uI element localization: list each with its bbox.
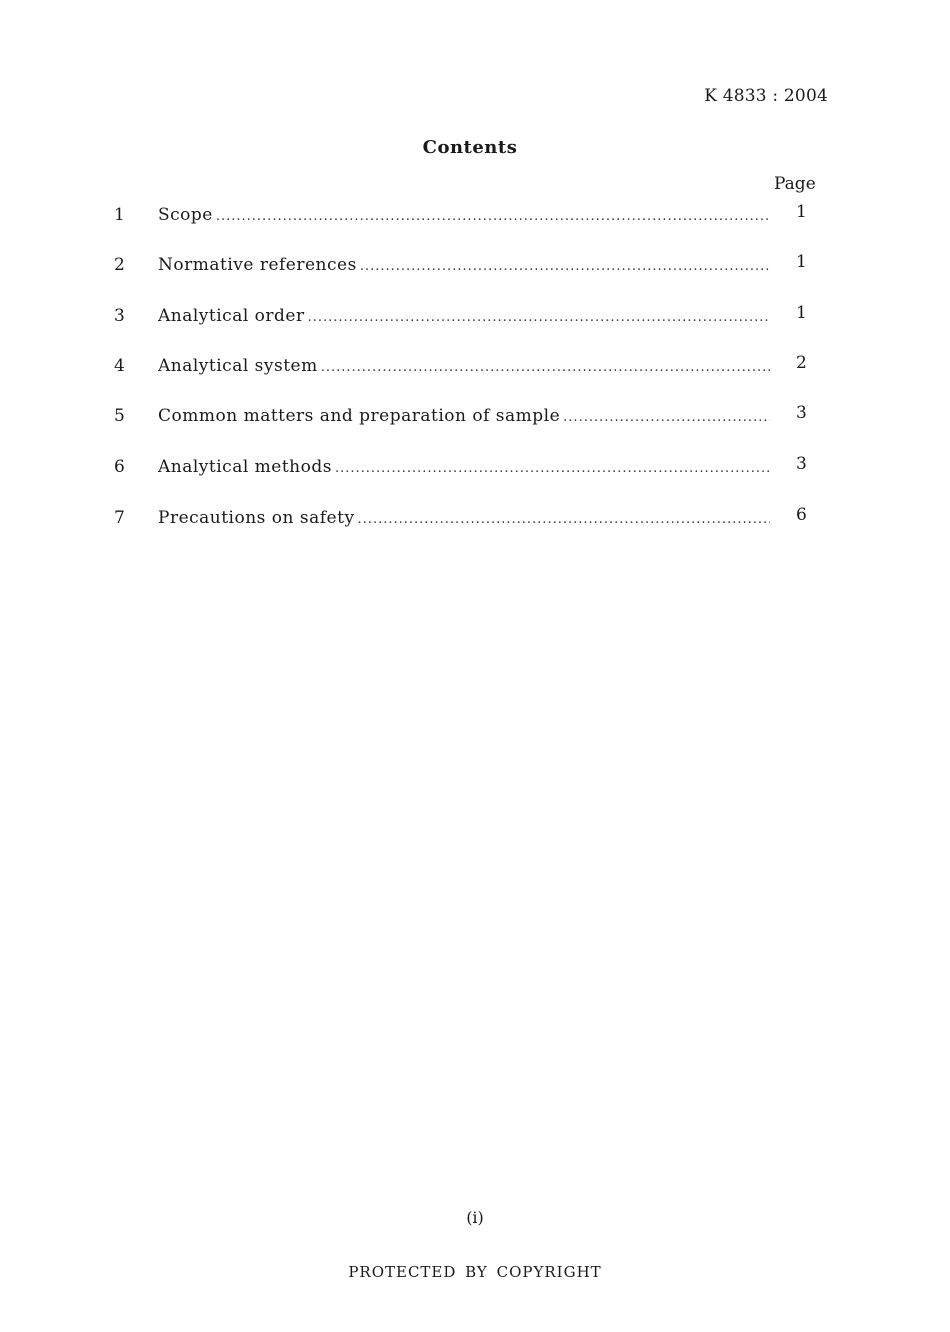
toc-entry-number: 4 [114, 356, 125, 376]
toc-entry-precautions-on-safety[interactable] [0, 505, 950, 532]
copyright-notice: PROTECTED BY COPYRIGHT [348, 1263, 602, 1281]
toc-entry-page: 1 [796, 303, 807, 323]
toc-entry-page: 1 [796, 252, 807, 272]
toc-entry-normative-references[interactable] [0, 252, 950, 279]
toc-entry-page: 3 [796, 454, 807, 474]
toc-entry-page: 1 [796, 202, 807, 222]
toc-entry-number: 1 [114, 205, 125, 225]
toc-dot-leader [321, 360, 770, 375]
toc-dot-leader [216, 209, 770, 224]
toc-dot-leader [308, 310, 770, 325]
toc-entry-label: Common matters and preparation of sample [158, 406, 561, 426]
toc-entry-scope[interactable] [0, 202, 950, 229]
contents-title: Contents [422, 137, 518, 158]
toc-entry-page: 2 [796, 353, 807, 373]
toc-entry-number: 7 [114, 508, 125, 528]
document-code: K 4833 : 2004 [704, 86, 828, 106]
toc-dot-leader [563, 410, 770, 425]
toc-dot-leader [335, 461, 770, 476]
toc-entry-number: 3 [114, 306, 125, 326]
toc-entry-analytical-system[interactable] [0, 353, 950, 380]
toc-entry-analytical-order[interactable] [0, 303, 950, 330]
toc-entry-label: Normative references [158, 255, 357, 275]
toc-entry-common-matters[interactable] [0, 403, 950, 430]
page-column-header: Page [774, 174, 816, 194]
toc-entry-number: 2 [114, 255, 125, 275]
toc-entry-label: Analytical system [158, 356, 318, 376]
toc-entry-number: 5 [114, 406, 125, 426]
toc-dot-leader [358, 512, 770, 527]
toc-entry-label: Scope [158, 205, 213, 225]
toc-entry-page: 3 [796, 403, 807, 423]
footer-page-number: (i) [466, 1208, 484, 1227]
toc-entry-label: Precautions on safety [158, 508, 355, 528]
toc-dot-leader [360, 259, 770, 274]
toc-entry-label: Analytical methods [158, 457, 332, 477]
toc-entry-label: Analytical order [158, 306, 305, 326]
toc-entry-analytical-methods[interactable] [0, 454, 950, 481]
toc-entry-number: 6 [114, 457, 125, 477]
toc-entry-page: 6 [796, 505, 807, 525]
